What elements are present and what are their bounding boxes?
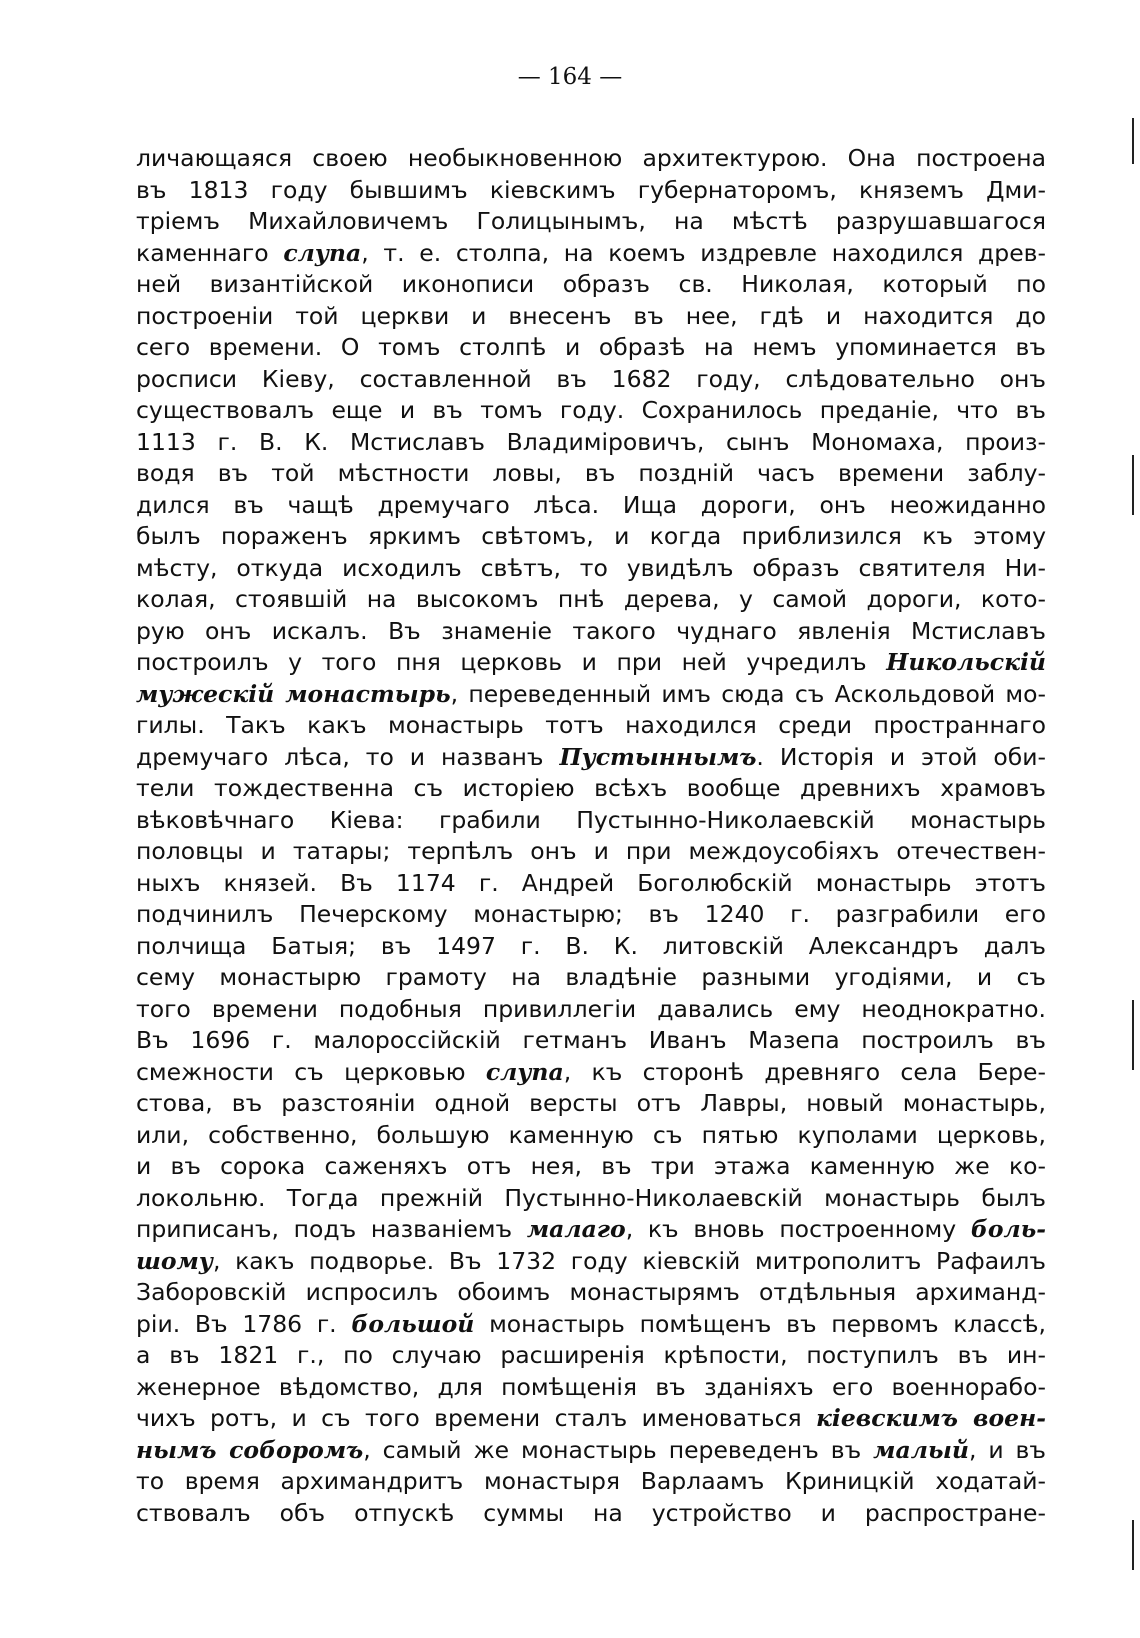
text-line: [136, 238, 1046, 270]
text-line: [136, 1403, 1046, 1435]
text-run: , самый же монастырь переведенъ въ: [363, 1435, 862, 1464]
text-line: 1113 г. В. К. Мстиславъ Владиміровичъ, сынъ Мономаха, произ-: [136, 427, 1046, 456]
italic-term: Никольскій: [886, 648, 1046, 676]
scan-edge-mark: [1132, 1520, 1134, 1570]
text-run: чихъ ротъ, и съ того времени сталъ именоваться: [136, 1404, 802, 1432]
text-line: водя въ той мѣстности ловы, въ поздній часъ времени заблу-: [136, 459, 1046, 487]
italic-term: слупа: [485, 1057, 564, 1086]
text-run: каменнаго: [136, 238, 269, 267]
text-run: , къ сторонѣ древняго села Бере-: [563, 1057, 1046, 1086]
page-number: — 164 —: [517, 64, 623, 90]
text-line: локольню. Тогда прежній Пустынно-Николаевскій монастырь былъ: [136, 1183, 1046, 1212]
italic-term: малый: [873, 1435, 969, 1464]
text-line: мѣсту, откуда исходилъ свѣтъ, то увидѣлъ образъ святителя Ни-: [136, 553, 1046, 582]
italic-term: шому: [136, 1246, 213, 1275]
text-line: подчинилъ Печерскому монастырю; въ 1240 г. разграбили его: [136, 900, 1046, 928]
italic-term: мужескій монастырь: [136, 679, 451, 708]
italic-term: слупа: [283, 238, 362, 267]
text-line: [136, 1309, 1046, 1341]
text-line: [136, 1057, 1046, 1089]
text-line: рую онъ искалъ. Въ знаменіе такого чуднаго явленія Мстиславъ: [136, 616, 1046, 645]
text-line: Заборовскій испросилъ обоимъ монастырямъ отдѣльныя архиманд-: [136, 1278, 1046, 1306]
text-run: дремучаго лѣса, то и названъ: [136, 742, 544, 771]
italic-term: нымъ соборомъ: [136, 1435, 364, 1464]
text-line: тели тождественна съ исторіею всѣхъ вообще древнихъ храмовъ: [136, 774, 1046, 802]
text-line: построеніи той церкви и внесенъ въ нее, гдѣ и находится до: [136, 301, 1046, 330]
text-line: Въ 1696 г. малороссійскій гетманъ Иванъ Мазепа построилъ въ: [136, 1026, 1046, 1054]
text-line: ствовалъ объ отпускѣ суммы на устройство и распространe-: [136, 1498, 1046, 1527]
text-line: ней византійской иконописи образъ св. Николая, который по: [136, 270, 1046, 298]
text-line: сему монастырю грамоту на владѣніе разными угодіями, и съ: [136, 963, 1046, 991]
text-line: то время архимандритъ монастыря Варлаамъ Криницкій ходатай-: [136, 1467, 1046, 1495]
italic-term: малаго: [526, 1215, 626, 1243]
text-run: ріи. Въ 1786 г.: [136, 1309, 337, 1338]
text-line: [136, 1246, 1046, 1278]
text-line: ныхъ князей. Въ 1174 г. Андрей Боголюбскій монастырь этотъ: [136, 868, 1046, 897]
italic-term: кіевскимъ воен-: [816, 1404, 1046, 1432]
text-line: [136, 1214, 1046, 1246]
text-run: , переведенный имъ сюда съ Аскольдовой мо-: [450, 679, 1046, 708]
scan-edge-mark: [1132, 455, 1134, 515]
text-line: а въ 1821 г., по случаю расширенія крѣпости, поступилъ въ ин-: [136, 1341, 1046, 1369]
text-run: , и въ: [968, 1435, 1046, 1464]
text-line: и въ сорока саженяхъ отъ нея, въ три этажа каменную же ко-: [136, 1152, 1046, 1180]
text-run: . Исторія и этой оби-: [756, 742, 1046, 771]
text-line: дился въ чащѣ дремучаго лѣса. Ища дороги, онъ неожиданно: [136, 490, 1046, 519]
text-line: [136, 647, 1046, 679]
text-line: гилы. Такъ какъ монастырь тотъ находился среди пространнаго: [136, 711, 1046, 739]
text-line: женерное вѣдомство, для помѣщенія въ зданіяхъ его военнорабо-: [136, 1372, 1046, 1401]
text-line: полчища Батыя; въ 1497 г. В. К. литовскій Александръ далъ: [136, 931, 1046, 960]
body-text: [136, 143, 1046, 1529]
italic-term: большой: [351, 1309, 475, 1338]
scan-edge-mark: [1132, 118, 1134, 164]
text-run: монастырь помѣщенъ въ первомъ классѣ,: [489, 1309, 1046, 1338]
italic-term: Пустыннымъ: [559, 742, 757, 771]
text-line: колая, стоявшій на высокомъ пнѣ дерева, у самой дороги, кото-: [136, 585, 1046, 613]
text-line: вѣковѣчнаго Кіева: грабили Пустынно-Николаевскій монастырь: [136, 805, 1046, 834]
text-run: , т. е. столпа, на коемъ издревле находился древ-: [361, 238, 1046, 267]
scan-edge-mark: [1132, 1000, 1134, 1070]
text-line: или, собственно, большую каменную съ пятью куполами церковь,: [136, 1120, 1046, 1149]
text-line: въ 1813 году бывшимъ кіевскимъ губернаторомъ, княземъ Дми-: [136, 175, 1046, 204]
text-line: половцы и татары; терпѣлъ онъ и при междоусобіяхъ отечествен-: [136, 837, 1046, 865]
text-line: тріемъ Михайловичемъ Голицынымъ, на мѣстѣ разрушавшагося: [136, 207, 1046, 235]
text-line: [136, 1435, 1046, 1467]
text-line: [136, 679, 1046, 711]
text-line: того времени подобныя привиллегіи давались ему неоднократно.: [136, 994, 1046, 1023]
text-run: построилъ у того пня церковь и при ней учредилъ: [136, 648, 867, 676]
text-line: [136, 742, 1046, 774]
text-line: былъ пораженъ яркимъ свѣтомъ, и когда приблизился къ этому: [136, 522, 1046, 550]
text-line: стова, въ разстояніи одной версты отъ Лавры, новый монастырь,: [136, 1089, 1046, 1117]
text-line: росписи Кіеву, составленной въ 1682 году, слѣдовательно онъ: [136, 364, 1046, 393]
text-line: личающаяся своею необыкновенною архитектурою. Она построена: [136, 144, 1046, 172]
text-run: приписанъ, подъ названіемъ: [136, 1215, 513, 1243]
text-line: существовалъ еще и въ томъ году. Сохранилось преданіе, что въ: [136, 396, 1046, 424]
text-run: , какъ подворье. Въ 1732 году кіевскій митрополитъ Рафаилъ: [212, 1246, 1046, 1275]
italic-term: боль-: [970, 1215, 1046, 1243]
text-run: смежности съ церковью: [136, 1057, 466, 1086]
text-line: сего времени. О томъ столпѣ и образѣ на немъ упоминается въ: [136, 333, 1046, 361]
text-run: , къ вновь построенному: [625, 1215, 957, 1243]
